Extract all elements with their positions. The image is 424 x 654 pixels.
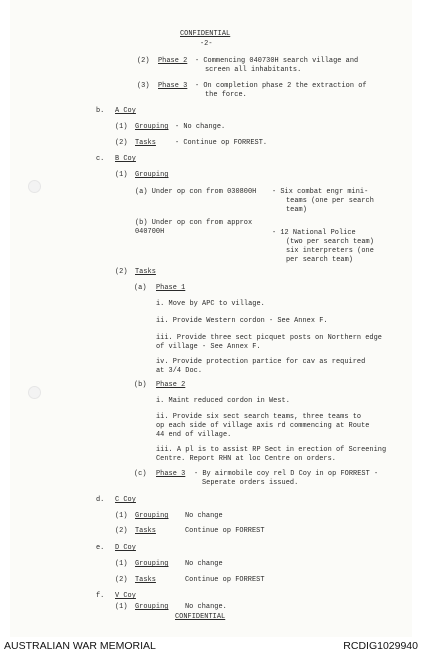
item-text: - On completion phase 2 the extraction of <box>195 82 367 90</box>
sub-item-number: (c) <box>134 470 147 478</box>
item-number: (2) <box>115 527 128 535</box>
item-number: (1) <box>115 603 128 611</box>
task-text: op each side of village axis rd commencing at Route <box>156 422 370 430</box>
archive-name: AUSTRALIAN WAR MEMORIAL <box>4 640 156 652</box>
task-text: ii. Provide Western cordon - See Annex F. <box>156 317 328 325</box>
task-text: iii. Provide three sect picquet posts on Northern edge <box>156 334 382 342</box>
task-text: ii. Provide six sect search teams, three teams to <box>156 413 362 421</box>
task-text: 44 end of village. <box>156 431 232 439</box>
item-number: (1) <box>115 512 128 520</box>
item-number: (2) <box>115 576 128 584</box>
sub-item-heading: Phase 3 <box>156 470 186 478</box>
sub-item-text: six interpreters (one <box>286 247 374 255</box>
item-heading: Grouping <box>135 603 169 611</box>
item-heading: Grouping <box>135 512 169 520</box>
sub-item-heading: Phase 1 <box>156 284 186 292</box>
sub-item-text: team) <box>286 206 307 214</box>
task-text: - By airmobile coy rel D Coy in op FORREST - <box>194 470 379 478</box>
section-letter: c. <box>96 155 105 163</box>
item-text: - No change. <box>175 123 226 131</box>
sub-item-text: (a) Under op con from 030800H <box>135 188 257 196</box>
item-text: No change <box>185 512 223 520</box>
item-heading: Grouping <box>135 123 169 131</box>
section-letter: e. <box>96 544 105 552</box>
sub-item-number: (a) <box>134 284 147 292</box>
item-number: (2) <box>115 268 128 276</box>
page-number: -2- <box>200 40 213 48</box>
task-text: iv. Provide protection partice for cav as required <box>156 358 366 366</box>
sub-item-text: per search team) <box>286 256 353 264</box>
item-text: the force. <box>205 91 247 99</box>
item-text: No change. <box>185 603 227 611</box>
item-heading: Grouping <box>135 560 169 568</box>
item-number: (1) <box>115 171 128 179</box>
item-number: (1) <box>115 123 128 131</box>
task-text: Seperate orders issued. <box>202 479 299 487</box>
classification-header: CONFIDENTIAL <box>180 30 231 38</box>
sub-item-heading: Phase 2 <box>156 381 186 389</box>
sub-item-text: (b) Under op con from approx <box>135 219 253 227</box>
sub-item-text: - Six combat engr mini- <box>272 188 369 196</box>
sub-item-number: (b) <box>134 381 147 389</box>
section-heading: D Coy <box>115 544 136 552</box>
section-letter: d. <box>96 496 105 504</box>
item-heading: Tasks <box>135 139 156 147</box>
item-text: - Commencing 040730H search village and <box>195 57 359 65</box>
task-text: iii. A pl is to assist RP Sect in erection of Screening <box>156 446 387 454</box>
section-letter: b. <box>96 107 105 115</box>
sub-item-text: 040700H <box>135 228 165 236</box>
item-number: (1) <box>115 560 128 568</box>
item-number: (2) <box>137 57 150 65</box>
archive-footer <box>0 638 424 654</box>
section-heading: A Coy <box>115 107 136 115</box>
item-heading: Phase 2 <box>158 57 188 65</box>
punch-hole <box>28 180 41 193</box>
section-heading: C Coy <box>115 496 136 504</box>
archive-id: RCDIG1029940 <box>343 640 418 652</box>
item-text: - Continue op FORREST. <box>175 139 268 147</box>
sub-item-text: teams (one per search <box>286 197 374 205</box>
classification-footer: CONFIDENTIAL <box>175 613 226 621</box>
sub-item-text: - 12 National Police <box>272 229 356 237</box>
task-text: at 3/4 Doc. <box>156 367 203 375</box>
section-letter: f. <box>96 592 105 600</box>
section-heading: B Coy <box>115 155 136 163</box>
document-page <box>10 0 412 637</box>
item-number: (3) <box>137 82 150 90</box>
item-text: Continue op FORREST <box>185 576 265 584</box>
task-text: i. Move by APC to village. <box>156 300 265 308</box>
task-text: Centre. Report RHN at loc Centre on orders. <box>156 455 336 463</box>
item-text: Continue op FORREST <box>185 527 265 535</box>
item-heading: Tasks <box>135 268 156 276</box>
item-heading: Phase 3 <box>158 82 188 90</box>
sub-item-text: (two per search team) <box>286 238 374 246</box>
task-text: i. Maint reduced cordon in West. <box>156 397 290 405</box>
punch-hole <box>28 386 41 399</box>
task-text: of village - See Annex F. <box>156 343 261 351</box>
item-heading: Tasks <box>135 576 156 584</box>
item-heading: Grouping <box>135 171 169 179</box>
item-text: No change <box>185 560 223 568</box>
item-number: (2) <box>115 139 128 147</box>
item-heading: Tasks <box>135 527 156 535</box>
section-heading: V Coy <box>115 592 136 600</box>
item-text: screen all inhabitants. <box>205 66 302 74</box>
